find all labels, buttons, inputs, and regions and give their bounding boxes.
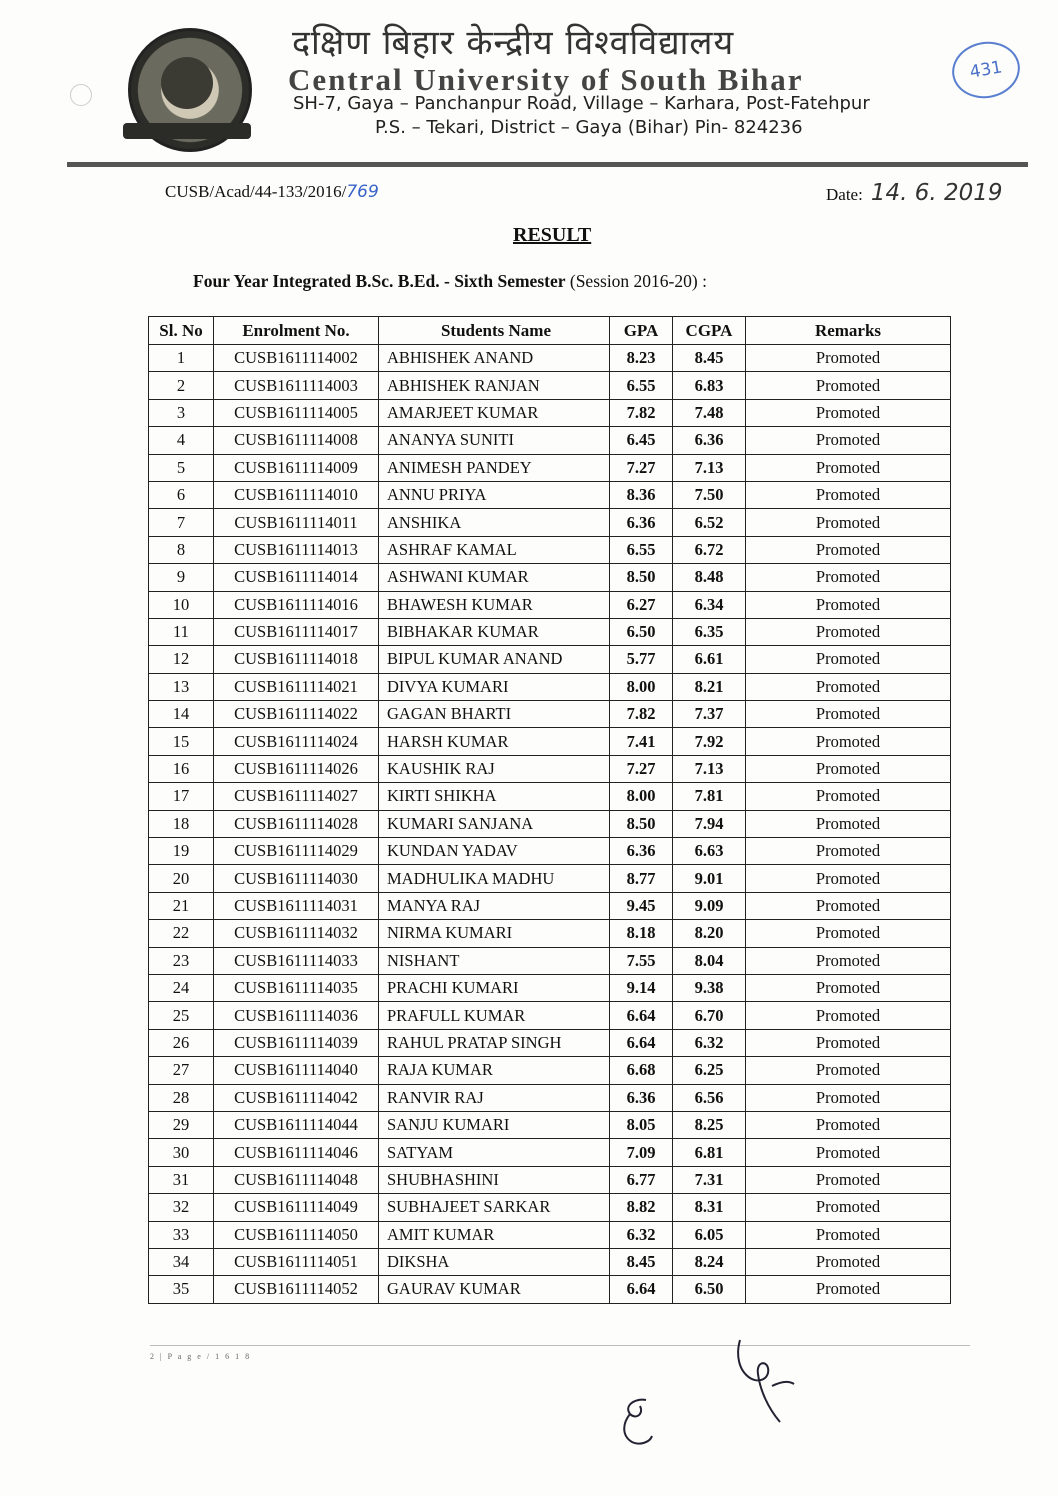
cell-sl-no: 13	[149, 673, 214, 700]
cell-remarks: Promoted	[746, 1248, 951, 1275]
cell-sl-no: 8	[149, 536, 214, 563]
cell-remarks: Promoted	[746, 481, 951, 508]
cell-cgpa: 6.52	[673, 509, 746, 536]
cell-enrolment-no: CUSB1611114008	[214, 427, 379, 454]
cell-enrolment-no: CUSB1611114022	[214, 701, 379, 728]
cell-student-name: RAHUL PRATAP SINGH	[379, 1029, 610, 1056]
punch-hole	[70, 84, 92, 106]
cell-sl-no: 16	[149, 755, 214, 782]
cell-sl-no: 28	[149, 1084, 214, 1111]
cell-enrolment-no: CUSB1611114032	[214, 920, 379, 947]
cell-sl-no: 15	[149, 728, 214, 755]
cell-cgpa: 6.05	[673, 1221, 746, 1248]
table-row	[149, 345, 951, 372]
cell-gpa: 8.45	[610, 1248, 673, 1275]
cell-gpa: 6.55	[610, 372, 673, 399]
cell-cgpa: 9.09	[673, 892, 746, 919]
footer-divider	[150, 1345, 970, 1346]
cell-enrolment-no: CUSB1611114033	[214, 947, 379, 974]
cell-cgpa: 7.13	[673, 454, 746, 481]
header-sl-no: Sl. No	[149, 317, 214, 345]
cell-gpa: 8.50	[610, 564, 673, 591]
cell-cgpa: 9.38	[673, 974, 746, 1001]
cell-student-name: HARSH KUMAR	[379, 728, 610, 755]
cell-sl-no: 27	[149, 1057, 214, 1084]
table-row	[149, 728, 951, 755]
cell-sl-no: 25	[149, 1002, 214, 1029]
cell-cgpa: 6.61	[673, 646, 746, 673]
cell-enrolment-no: CUSB1611114009	[214, 454, 379, 481]
page-footer: 2 | P a g e / 1 6 1 8	[150, 1352, 252, 1361]
cell-student-name: KAUSHIK RAJ	[379, 755, 610, 782]
signature-initials	[616, 1392, 660, 1450]
cell-enrolment-no: CUSB1611114046	[214, 1139, 379, 1166]
cell-student-name: KIRTI SHIKHA	[379, 783, 610, 810]
cell-remarks: Promoted	[746, 372, 951, 399]
cell-remarks: Promoted	[746, 1276, 951, 1303]
cell-remarks: Promoted	[746, 345, 951, 372]
cell-sl-no: 11	[149, 618, 214, 645]
cell-student-name: BIPUL KUMAR ANAND	[379, 646, 610, 673]
cell-cgpa: 8.04	[673, 947, 746, 974]
cell-enrolment-no: CUSB1611114014	[214, 564, 379, 591]
cell-enrolment-no: CUSB1611114026	[214, 755, 379, 782]
cell-cgpa: 8.24	[673, 1248, 746, 1275]
cell-gpa: 6.55	[610, 536, 673, 563]
cell-sl-no: 2	[149, 372, 214, 399]
table-row	[149, 372, 951, 399]
cell-enrolment-no: CUSB1611114048	[214, 1166, 379, 1193]
cell-enrolment-no: CUSB1611114035	[214, 974, 379, 1001]
address-line-2: P.S. – Tekari, District – Gaya (Bihar) Pin- 824236	[375, 117, 803, 138]
cell-remarks: Promoted	[746, 536, 951, 563]
header-divider	[67, 162, 1028, 167]
cell-enrolment-no: CUSB1611114024	[214, 728, 379, 755]
cell-gpa: 6.45	[610, 427, 673, 454]
cell-student-name: RAJA KUMAR	[379, 1057, 610, 1084]
cell-remarks: Promoted	[746, 728, 951, 755]
table-row	[149, 755, 951, 782]
cell-student-name: NIRMA KUMARI	[379, 920, 610, 947]
handwritten-stamp-number: 431	[948, 37, 1025, 104]
cell-sl-no: 29	[149, 1111, 214, 1138]
cell-gpa: 7.27	[610, 755, 673, 782]
cell-sl-no: 12	[149, 646, 214, 673]
table-row	[149, 810, 951, 837]
cell-gpa: 7.55	[610, 947, 673, 974]
cell-remarks: Promoted	[746, 783, 951, 810]
cell-student-name: KUMARI SANJANA	[379, 810, 610, 837]
cell-remarks: Promoted	[746, 509, 951, 536]
cell-sl-no: 18	[149, 810, 214, 837]
cell-cgpa: 8.45	[673, 345, 746, 372]
table-row	[149, 591, 951, 618]
header-enrolment-no: Enrolment No.	[214, 317, 379, 345]
cell-remarks: Promoted	[746, 1057, 951, 1084]
table-row	[149, 399, 951, 426]
cell-remarks: Promoted	[746, 1029, 951, 1056]
cell-gpa: 6.32	[610, 1221, 673, 1248]
cell-gpa: 6.77	[610, 1166, 673, 1193]
cell-enrolment-no: CUSB1611114029	[214, 838, 379, 865]
cell-cgpa: 6.34	[673, 591, 746, 618]
university-name: Central University of South Bihar	[288, 62, 804, 97]
cell-sl-no: 31	[149, 1166, 214, 1193]
table-row	[149, 838, 951, 865]
cell-gpa: 6.64	[610, 1029, 673, 1056]
cell-student-name: BIBHAKAR KUMAR	[379, 618, 610, 645]
cell-remarks: Promoted	[746, 1002, 951, 1029]
table-row	[149, 947, 951, 974]
cell-sl-no: 4	[149, 427, 214, 454]
cell-student-name: SATYAM	[379, 1139, 610, 1166]
cell-remarks: Promoted	[746, 591, 951, 618]
cell-gpa: 8.00	[610, 673, 673, 700]
cell-enrolment-no: CUSB1611114039	[214, 1029, 379, 1056]
cell-enrolment-no: CUSB1611114021	[214, 673, 379, 700]
cell-sl-no: 33	[149, 1221, 214, 1248]
signature	[728, 1330, 808, 1426]
cell-enrolment-no: CUSB1611114010	[214, 481, 379, 508]
cell-gpa: 7.41	[610, 728, 673, 755]
cell-remarks: Promoted	[746, 1166, 951, 1193]
cell-enrolment-no: CUSB1611114011	[214, 509, 379, 536]
table-row	[149, 1084, 951, 1111]
cell-student-name: GAGAN BHARTI	[379, 701, 610, 728]
table-row	[149, 1248, 951, 1275]
cell-sl-no: 9	[149, 564, 214, 591]
cell-enrolment-no: CUSB1611114051	[214, 1248, 379, 1275]
table-row	[149, 1002, 951, 1029]
cell-sl-no: 34	[149, 1248, 214, 1275]
cell-cgpa: 7.48	[673, 399, 746, 426]
cell-sl-no: 6	[149, 481, 214, 508]
cell-student-name: AMARJEET KUMAR	[379, 399, 610, 426]
cell-enrolment-no: CUSB1611114031	[214, 892, 379, 919]
result-table	[148, 316, 951, 1304]
cell-gpa: 7.82	[610, 399, 673, 426]
cell-gpa: 6.36	[610, 838, 673, 865]
cell-student-name: SANJU KUMARI	[379, 1111, 610, 1138]
document-title: RESULT	[513, 224, 592, 246]
cell-student-name: BHAWESH KUMAR	[379, 591, 610, 618]
cell-enrolment-no: CUSB1611114013	[214, 536, 379, 563]
cell-sl-no: 1	[149, 345, 214, 372]
cell-remarks: Promoted	[746, 646, 951, 673]
cell-student-name: MADHULIKA MADHU	[379, 865, 610, 892]
university-logo	[128, 28, 252, 152]
cell-student-name: ANNU PRIYA	[379, 481, 610, 508]
cell-cgpa: 9.01	[673, 865, 746, 892]
cell-enrolment-no: CUSB1611114044	[214, 1111, 379, 1138]
cell-remarks: Promoted	[746, 892, 951, 919]
header-gpa: GPA	[610, 317, 673, 345]
cell-enrolment-no: CUSB1611114018	[214, 646, 379, 673]
table-row	[149, 865, 951, 892]
cell-student-name: AMIT KUMAR	[379, 1221, 610, 1248]
header-student-name: Students Name	[379, 317, 610, 345]
cell-enrolment-no: CUSB1611114042	[214, 1084, 379, 1111]
cell-gpa: 5.77	[610, 646, 673, 673]
header-cgpa: CGPA	[673, 317, 746, 345]
cell-cgpa: 6.81	[673, 1139, 746, 1166]
cell-cgpa: 7.31	[673, 1166, 746, 1193]
cell-sl-no: 3	[149, 399, 214, 426]
cell-remarks: Promoted	[746, 399, 951, 426]
cell-enrolment-no: CUSB1611114028	[214, 810, 379, 837]
cell-cgpa: 7.13	[673, 755, 746, 782]
cell-remarks: Promoted	[746, 1194, 951, 1221]
cell-remarks: Promoted	[746, 865, 951, 892]
cell-remarks: Promoted	[746, 1139, 951, 1166]
cell-enrolment-no: CUSB1611114036	[214, 1002, 379, 1029]
cell-sl-no: 23	[149, 947, 214, 974]
cell-remarks: Promoted	[746, 810, 951, 837]
cell-gpa: 9.45	[610, 892, 673, 919]
cell-gpa: 8.23	[610, 345, 673, 372]
cell-sl-no: 21	[149, 892, 214, 919]
cell-cgpa: 6.83	[673, 372, 746, 399]
cell-cgpa: 7.37	[673, 701, 746, 728]
cell-gpa: 6.50	[610, 618, 673, 645]
cell-cgpa: 7.94	[673, 810, 746, 837]
course-name: Four Year Integrated B.Sc. B.Ed. - Sixth Semester	[193, 271, 566, 291]
cell-student-name: NISHANT	[379, 947, 610, 974]
cell-remarks: Promoted	[746, 673, 951, 700]
table-row	[149, 536, 951, 563]
cell-sl-no: 17	[149, 783, 214, 810]
cell-remarks: Promoted	[746, 701, 951, 728]
tree-emblem	[161, 57, 213, 109]
table-row	[149, 1194, 951, 1221]
cell-enrolment-no: CUSB1611114005	[214, 399, 379, 426]
cell-gpa: 7.09	[610, 1139, 673, 1166]
cell-enrolment-no: CUSB1611114040	[214, 1057, 379, 1084]
cell-cgpa: 8.25	[673, 1111, 746, 1138]
cell-student-name: SHUBHASHINI	[379, 1166, 610, 1193]
cell-enrolment-no: CUSB1611114027	[214, 783, 379, 810]
cell-remarks: Promoted	[746, 1111, 951, 1138]
cell-student-name: ASHWANI KUMAR	[379, 564, 610, 591]
cell-cgpa: 8.31	[673, 1194, 746, 1221]
cell-remarks: Promoted	[746, 838, 951, 865]
table-row	[149, 454, 951, 481]
cell-cgpa: 8.20	[673, 920, 746, 947]
cell-gpa: 8.50	[610, 810, 673, 837]
cell-gpa: 7.27	[610, 454, 673, 481]
cell-student-name: MANYA RAJ	[379, 892, 610, 919]
cell-cgpa: 6.50	[673, 1276, 746, 1303]
table-row	[149, 1166, 951, 1193]
cell-gpa: 6.36	[610, 1084, 673, 1111]
cell-cgpa: 6.35	[673, 618, 746, 645]
table-row	[149, 646, 951, 673]
cell-sl-no: 24	[149, 974, 214, 1001]
cell-gpa: 8.36	[610, 481, 673, 508]
cell-cgpa: 6.63	[673, 838, 746, 865]
logo-ribbon	[123, 123, 251, 139]
cell-enrolment-no: CUSB1611114050	[214, 1221, 379, 1248]
date-label: Date:	[826, 185, 863, 204]
table-row	[149, 1276, 951, 1303]
table-row	[149, 1221, 951, 1248]
table-row	[149, 1139, 951, 1166]
cell-cgpa: 6.56	[673, 1084, 746, 1111]
table-row	[149, 427, 951, 454]
university-name-hindi: दक्षिण बिहार केन्द्रीय विश्वविद्यालय	[292, 23, 735, 63]
reference-number	[165, 182, 379, 202]
cell-remarks: Promoted	[746, 564, 951, 591]
cell-cgpa: 8.48	[673, 564, 746, 591]
table-row	[149, 509, 951, 536]
cell-remarks: Promoted	[746, 618, 951, 645]
cell-student-name: DIVYA KUMARI	[379, 673, 610, 700]
table-row	[149, 673, 951, 700]
table-row	[149, 920, 951, 947]
cell-student-name: ABHISHEK ANAND	[379, 345, 610, 372]
cell-gpa: 8.82	[610, 1194, 673, 1221]
cell-gpa: 8.18	[610, 920, 673, 947]
table-row	[149, 1057, 951, 1084]
cell-enrolment-no: CUSB1611114016	[214, 591, 379, 618]
cell-student-name: ANANYA SUNITI	[379, 427, 610, 454]
cell-enrolment-no: CUSB1611114003	[214, 372, 379, 399]
cell-gpa: 6.64	[610, 1002, 673, 1029]
cell-remarks: Promoted	[746, 974, 951, 1001]
table-row	[149, 1029, 951, 1056]
cell-student-name: PRAFULL KUMAR	[379, 1002, 610, 1029]
cell-remarks: Promoted	[746, 947, 951, 974]
cell-cgpa: 6.70	[673, 1002, 746, 1029]
cell-sl-no: 7	[149, 509, 214, 536]
course-session: (Session 2016-20) :	[569, 271, 707, 291]
table-header-row	[149, 317, 951, 345]
cell-student-name: DIKSHA	[379, 1248, 610, 1275]
cell-sl-no: 30	[149, 1139, 214, 1166]
cell-student-name: GAURAV KUMAR	[379, 1276, 610, 1303]
course-heading	[193, 271, 707, 292]
cell-cgpa: 6.72	[673, 536, 746, 563]
cell-gpa: 8.05	[610, 1111, 673, 1138]
cell-remarks: Promoted	[746, 755, 951, 782]
cell-remarks: Promoted	[746, 427, 951, 454]
cell-cgpa: 6.36	[673, 427, 746, 454]
header-remarks: Remarks	[746, 317, 951, 345]
cell-gpa: 6.27	[610, 591, 673, 618]
table-row	[149, 564, 951, 591]
cell-enrolment-no: CUSB1611114030	[214, 865, 379, 892]
cell-gpa: 6.64	[610, 1276, 673, 1303]
cell-sl-no: 14	[149, 701, 214, 728]
table-row	[149, 892, 951, 919]
table-row	[149, 701, 951, 728]
cell-student-name: ANIMESH PANDEY	[379, 454, 610, 481]
result-table-body	[149, 345, 951, 1304]
cell-enrolment-no: CUSB1611114049	[214, 1194, 379, 1221]
cell-student-name: ASHRAF KAMAL	[379, 536, 610, 563]
handwritten-date: 14. 6. 2019	[870, 180, 1003, 206]
cell-gpa: 8.00	[610, 783, 673, 810]
cell-enrolment-no: CUSB1611114002	[214, 345, 379, 372]
cell-sl-no: 26	[149, 1029, 214, 1056]
table-row	[149, 1111, 951, 1138]
cell-cgpa: 7.81	[673, 783, 746, 810]
cell-gpa: 6.68	[610, 1057, 673, 1084]
cell-sl-no: 5	[149, 454, 214, 481]
table-row	[149, 783, 951, 810]
cell-remarks: Promoted	[746, 1084, 951, 1111]
cell-cgpa: 7.50	[673, 481, 746, 508]
cell-gpa: 6.36	[610, 509, 673, 536]
cell-enrolment-no: CUSB1611114052	[214, 1276, 379, 1303]
document-date	[826, 180, 1003, 206]
address-line-1: SH-7, Gaya – Panchanpur Road, Village – Karhara, Post-Fatehpur	[293, 93, 870, 114]
reference-prefix: CUSB/Acad/44-133/2016/	[165, 182, 347, 201]
cell-remarks: Promoted	[746, 920, 951, 947]
cell-enrolment-no: CUSB1611114017	[214, 618, 379, 645]
cell-gpa: 7.82	[610, 701, 673, 728]
reference-handwritten-number: 769	[346, 182, 379, 202]
cell-sl-no: 19	[149, 838, 214, 865]
cell-cgpa: 6.25	[673, 1057, 746, 1084]
cell-student-name: KUNDAN YADAV	[379, 838, 610, 865]
cell-student-name: ANSHIKA	[379, 509, 610, 536]
cell-cgpa: 6.32	[673, 1029, 746, 1056]
cell-sl-no: 20	[149, 865, 214, 892]
cell-gpa: 9.14	[610, 974, 673, 1001]
cell-sl-no: 35	[149, 1276, 214, 1303]
cell-remarks: Promoted	[746, 454, 951, 481]
table-row	[149, 481, 951, 508]
cell-sl-no: 10	[149, 591, 214, 618]
cell-student-name: RANVIR RAJ	[379, 1084, 610, 1111]
cell-student-name: SUBHAJEET SARKAR	[379, 1194, 610, 1221]
cell-sl-no: 32	[149, 1194, 214, 1221]
table-row	[149, 618, 951, 645]
cell-remarks: Promoted	[746, 1221, 951, 1248]
table-row	[149, 974, 951, 1001]
cell-cgpa: 8.21	[673, 673, 746, 700]
cell-cgpa: 7.92	[673, 728, 746, 755]
cell-gpa: 8.77	[610, 865, 673, 892]
cell-sl-no: 22	[149, 920, 214, 947]
cell-student-name: PRACHI KUMARI	[379, 974, 610, 1001]
cell-student-name: ABHISHEK RANJAN	[379, 372, 610, 399]
